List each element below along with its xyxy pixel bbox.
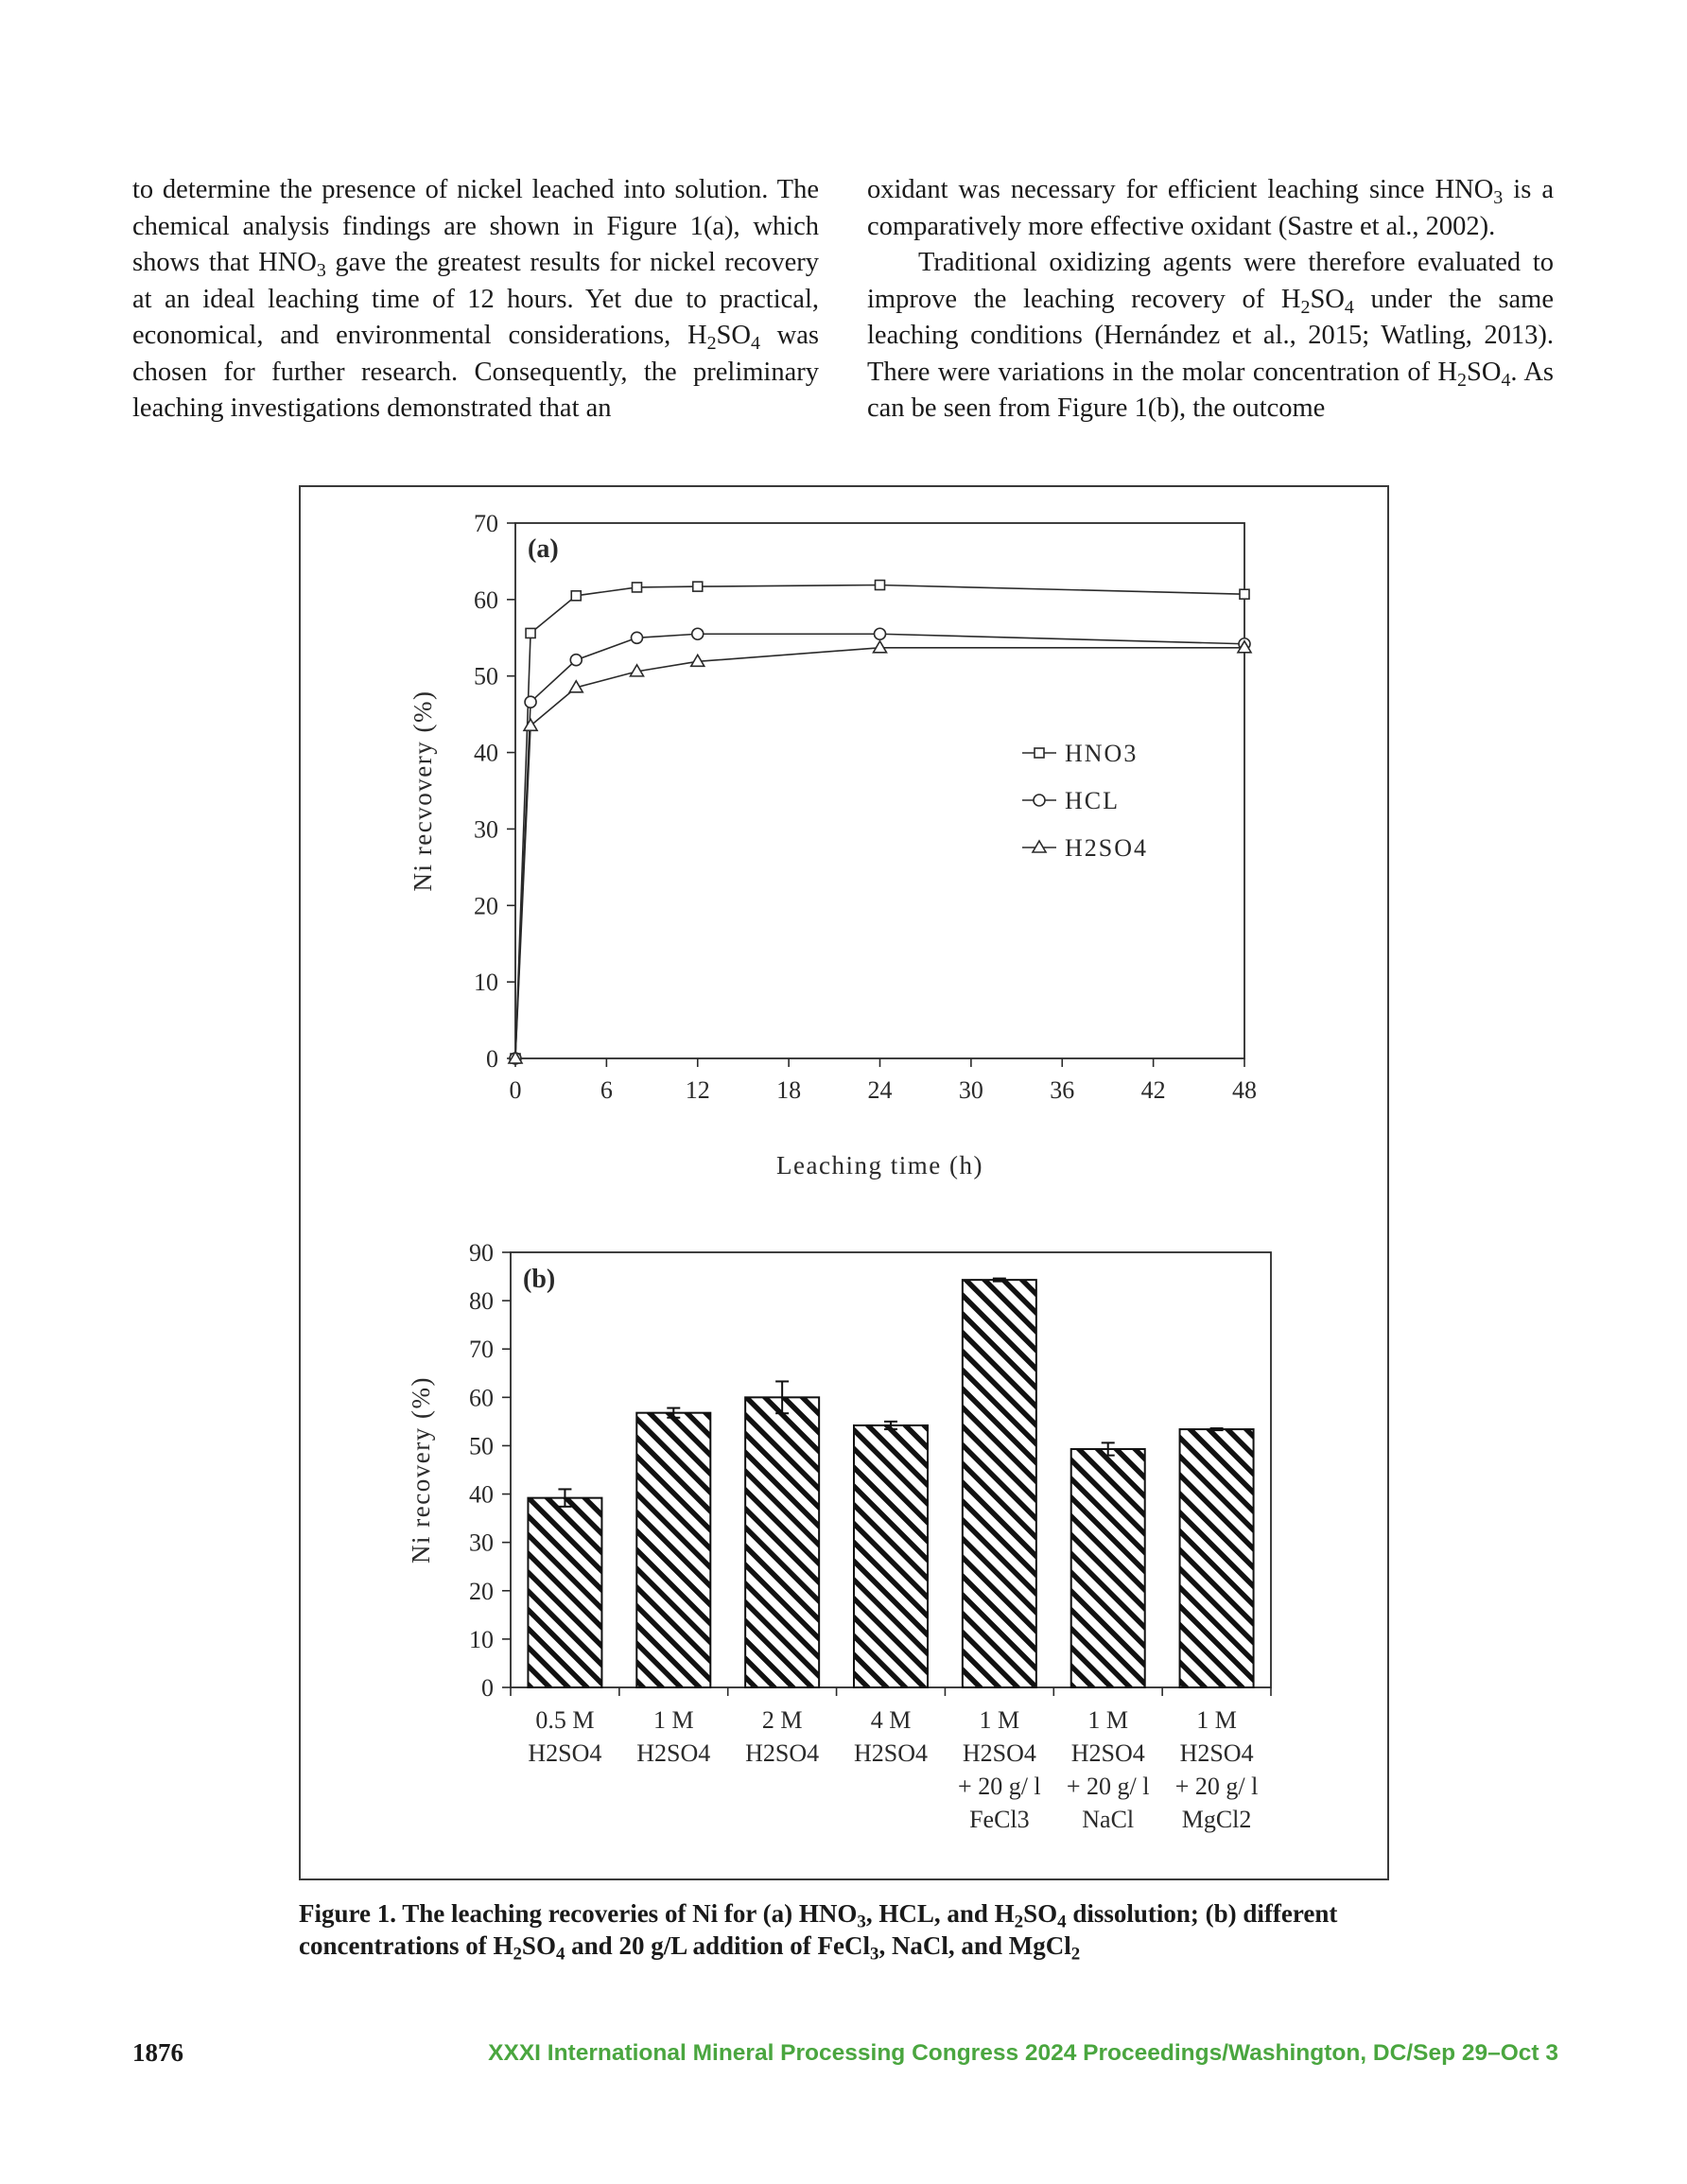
- y-tick-label: 60: [474, 585, 498, 614]
- x-category-label: + 20 g/ l: [1066, 1773, 1150, 1800]
- x-tick-label: 36: [1050, 1076, 1075, 1104]
- y-tick-label: 70: [474, 510, 498, 537]
- page-number: 1876: [132, 2038, 183, 2067]
- y-tick-label: 70: [469, 1336, 494, 1364]
- x-category-label: H2SO4: [528, 1739, 602, 1767]
- x-tick-label: 0: [509, 1076, 522, 1104]
- x-category-label: 1 M: [979, 1706, 1020, 1734]
- legend-marker: [1035, 748, 1044, 758]
- panel-label: (a): [528, 534, 559, 564]
- x-category-label: 1 M: [1087, 1706, 1129, 1734]
- bar-chart-panel-b: [407, 1239, 1271, 1833]
- x-tick-label: 18: [776, 1076, 802, 1104]
- data-point-hcl: [525, 696, 536, 708]
- body-column-left: [132, 172, 819, 428]
- x-category-label: 1 M: [652, 1706, 694, 1734]
- bar: [528, 1498, 601, 1687]
- y-tick-label: 20: [469, 1577, 494, 1605]
- data-point-hcl: [692, 628, 704, 639]
- x-category-label: 0.5 M: [535, 1706, 595, 1734]
- x-tick-label: 42: [1140, 1076, 1166, 1104]
- x-category-label: H2SO4: [636, 1739, 711, 1767]
- y-tick-label: 0: [481, 1674, 494, 1702]
- y-tick-label: 60: [469, 1384, 494, 1412]
- x-category-label: 1 M: [1196, 1706, 1237, 1734]
- x-category-label: MgCl2: [1181, 1806, 1252, 1833]
- x-tick-label: 24: [867, 1076, 893, 1104]
- body-column-right: [867, 172, 1554, 428]
- bar: [1180, 1429, 1254, 1687]
- y-axis-label: Ni recovery (%): [407, 1376, 435, 1564]
- x-category-label: + 20 g/ l: [958, 1773, 1041, 1800]
- y-tick-label: 0: [486, 1045, 498, 1073]
- x-tick-label: 12: [685, 1076, 710, 1104]
- data-point-hcl: [570, 655, 582, 666]
- x-category-label: H2SO4: [745, 1739, 820, 1767]
- data-point-hno3: [693, 582, 703, 591]
- x-category-label: H2SO4: [1179, 1739, 1254, 1767]
- paragraph: to determine the presence of nickel leached into solution. The chemical analysis findings are shown in Figure 1(a), which shows that $HNO_3$ gave the greatest results for nickel recovery at an ideal leaching time of 12 hours. Yet due to practical, economical, and environmental considerations, $H_2SO_4$ was chosen for further research. Consequently, the preliminary leaching investigations demonstrated that an: [132, 175, 820, 423]
- y-tick-label: 90: [469, 1239, 494, 1267]
- x-category-label: H2SO4: [1070, 1739, 1145, 1767]
- x-category-label: H2SO4: [853, 1739, 929, 1767]
- data-point-hno3: [571, 591, 581, 601]
- y-tick-label: 40: [474, 739, 498, 767]
- figure-caption: Figure 1. The leaching recoveries of Ni for (a) $HNO_3$, HCL, and $H_2SO_4$ dissolution; (b) different concentrations of $H_2SO_4$ and 20 g/L addition of FeCl$_3$, NaCl, and MgCl$_2$: [299, 1899, 1338, 1965]
- data-point-hno3: [526, 628, 535, 638]
- bar: [1071, 1449, 1145, 1687]
- x-category-label: FeCl3: [969, 1806, 1030, 1833]
- y-axis-label: Ni recvovery (%): [409, 690, 437, 892]
- bar: [854, 1425, 928, 1687]
- data-point-hno3: [1240, 589, 1249, 599]
- paragraph: Traditional oxidizing agents were therefore evaluated to improve the leaching recovery of $H_2SO_4$ under the same leaching conditions (Hernández et al., 2015; Watling, 2013). There were variations in the molar concentration of $H_2SO_4$. As can be seen from Figure 1(b), the outcome: [867, 248, 1554, 423]
- legend-label: H2SO4: [1065, 834, 1149, 862]
- y-tick-label: 80: [469, 1287, 494, 1316]
- running-footer: XXXI International Mineral Processing Congress 2024 Proceedings/Washington, DC/Sep 29–Oct 3: [488, 2040, 1558, 2066]
- x-tick-label: 48: [1232, 1076, 1257, 1104]
- y-tick-label: 40: [469, 1480, 494, 1509]
- x-tick-label: 30: [958, 1076, 983, 1104]
- paragraph: oxidant was necessary for efficient leaching since $HNO_3$ is a comparatively more effective oxidant (Sastre et al., 2002).: [867, 175, 1554, 241]
- data-point-h2so4: [524, 719, 537, 730]
- y-tick-label: 50: [469, 1432, 494, 1460]
- legend-marker: [1034, 795, 1045, 806]
- plot-area: [515, 523, 1244, 1058]
- y-tick-label: 30: [469, 1529, 494, 1557]
- data-point-hcl: [632, 632, 643, 643]
- x-tick-label: 6: [600, 1076, 613, 1104]
- x-category-label: H2SO4: [962, 1739, 1036, 1767]
- y-tick-label: 10: [474, 969, 498, 997]
- x-category-label: NaCl: [1082, 1806, 1135, 1833]
- y-tick-label: 50: [474, 662, 498, 690]
- figure-1: [299, 485, 1389, 1880]
- x-category-label: 4 M: [870, 1706, 912, 1734]
- bar: [745, 1397, 819, 1687]
- data-point-h2so4: [874, 641, 887, 653]
- bar: [636, 1413, 710, 1687]
- data-point-hno3: [876, 580, 885, 589]
- x-category-label: 2 M: [761, 1706, 803, 1734]
- y-tick-label: 20: [474, 892, 498, 920]
- y-tick-label: 10: [469, 1625, 494, 1653]
- legend-label: HNO3: [1065, 740, 1139, 767]
- x-category-label: + 20 g/ l: [1174, 1773, 1259, 1800]
- series-line-hno3: [515, 585, 1244, 1058]
- x-axis-label: Leaching time (h): [776, 1151, 983, 1179]
- legend-marker: [1033, 841, 1046, 852]
- panel-label: (b): [523, 1265, 556, 1294]
- y-tick-label: 30: [474, 815, 498, 844]
- legend-label: HCL: [1065, 787, 1120, 814]
- data-point-hcl: [875, 628, 886, 639]
- line-chart-panel-a: [409, 510, 1257, 1179]
- bar: [963, 1280, 1036, 1687]
- data-point-hno3: [633, 583, 642, 592]
